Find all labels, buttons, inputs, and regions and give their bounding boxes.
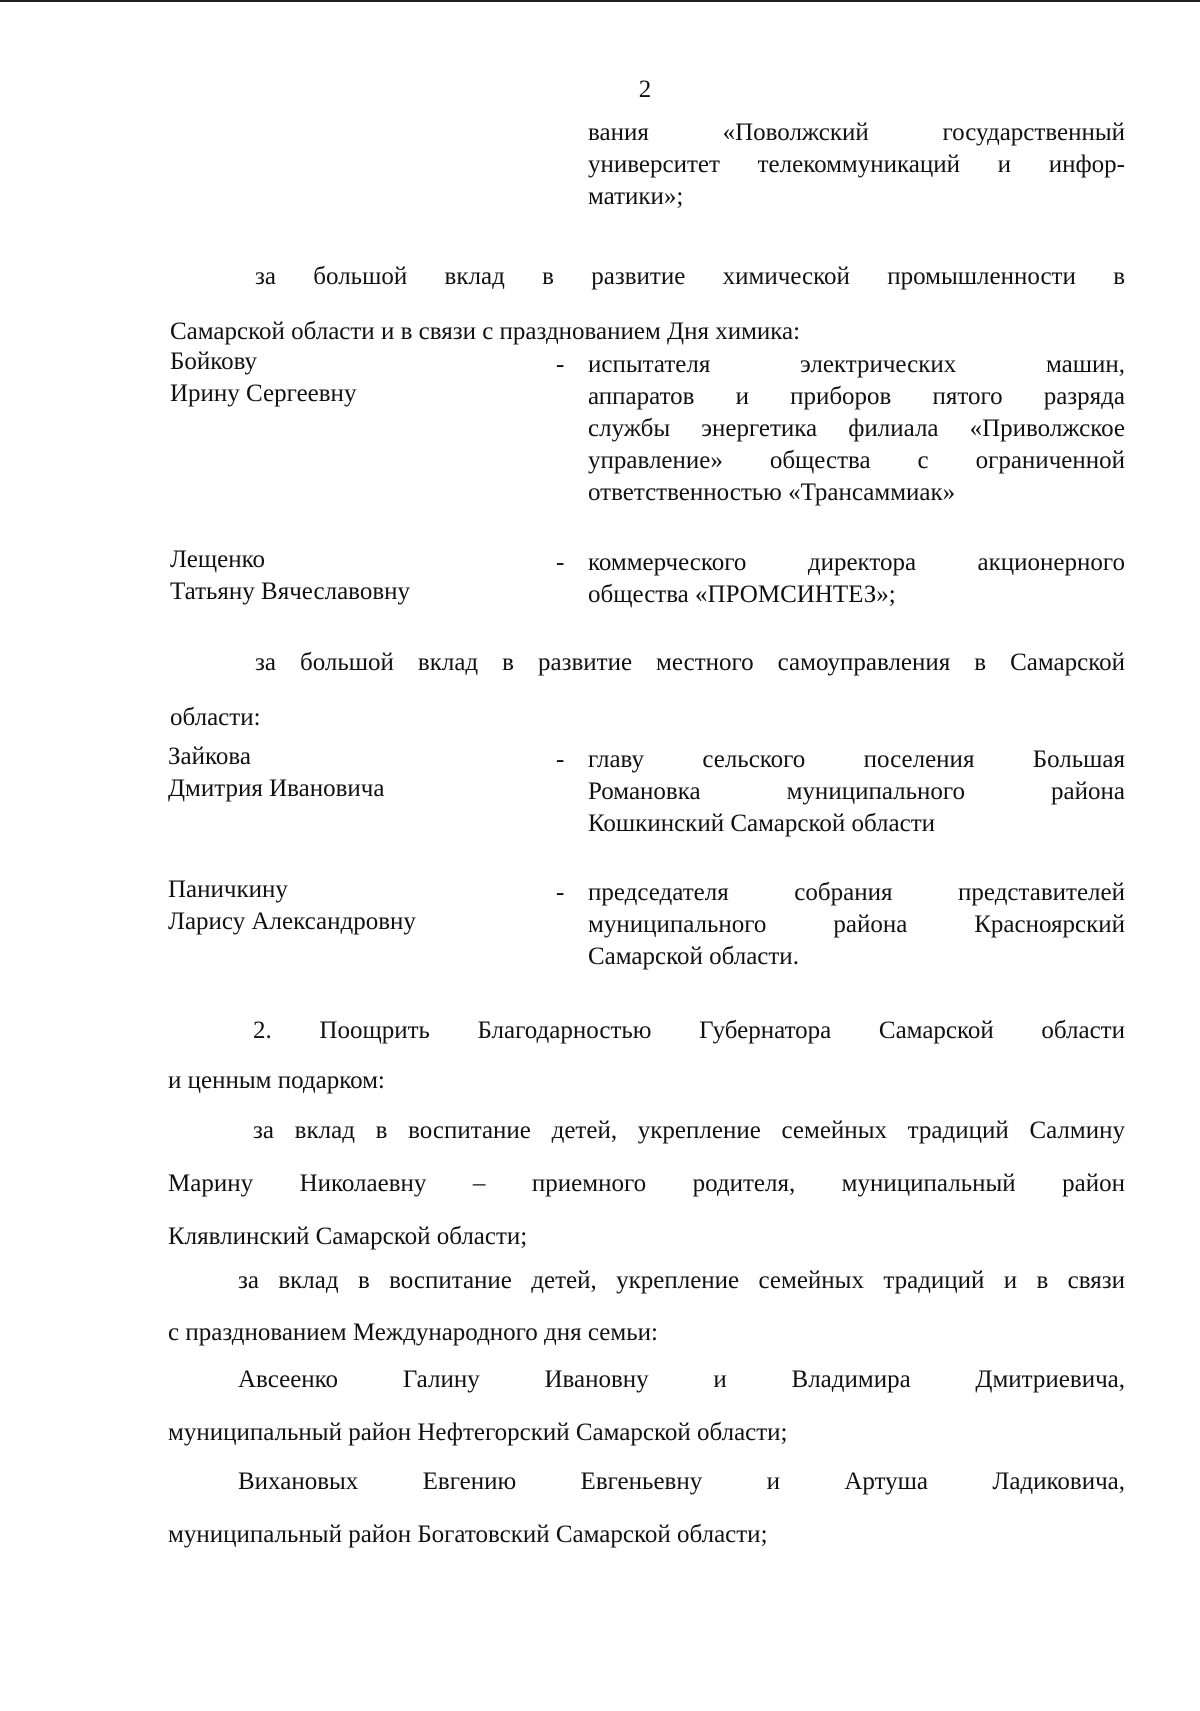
paragraph-line: 2. Поощрить Благодарностью Губернатора Самарской области: [253, 1017, 1125, 1044]
page-number: 2: [638, 76, 652, 103]
position-line: ответственностью «Трансаммиак»: [588, 479, 956, 506]
paragraph-line: Авсеенко Галину Ивановну и Владимира Дмитриевича,: [238, 1366, 1125, 1393]
intro-line: за большой вклад в развитие химической промышленности в: [255, 263, 1125, 290]
paragraph-line: за вклад в воспитание детей, укрепление семейных традиций Салмину: [253, 1117, 1125, 1144]
paragraph-line: за вклад в воспитание детей, укрепление семейных традиций и в связи: [238, 1267, 1125, 1294]
section1-intro: [170, 249, 1125, 359]
continuation-line: вания «Поволжский государственный: [588, 119, 1125, 146]
awardee-given-names: Ирину Сергеевну: [170, 380, 357, 407]
position-line: коммерческого директора акционерного: [588, 549, 1125, 576]
awardee-given-names: Дмитрия Ивановича: [168, 775, 385, 802]
paragraph-line: с празднованием Международного дня семьи:: [168, 1319, 658, 1346]
position-line: испытателя электрических машин,: [588, 351, 1125, 378]
paragraph-line: Марину Николаевну – приемного родителя, муниципальный район: [168, 1170, 1125, 1197]
intro-line: за большой вклад в развитие местного самоуправления в Самарской: [255, 649, 1125, 676]
paragraph-line: муниципальный район Богатовский Самарской области;: [168, 1521, 768, 1548]
position-line: Самарской области.: [588, 943, 799, 970]
position-line: муниципального района Красноярский: [588, 911, 1125, 938]
dash-separator: -: [556, 746, 565, 773]
awardee-name: [168, 741, 468, 805]
vikhanov-paragraph: [168, 1455, 1125, 1561]
position-line: главу сельского поселения Большая: [588, 746, 1125, 773]
paragraph-line: Клявлинский Самарской области;: [168, 1223, 528, 1250]
paragraph-line: и ценным подарком:: [168, 1067, 385, 1094]
scan-top-border: [0, 0, 1200, 2]
intro-line: области:: [170, 704, 261, 731]
dash-separator: -: [556, 879, 565, 906]
position-line: общества «ПРОМСИНТЕЗ»;: [588, 581, 896, 608]
section2-intro: [170, 635, 1125, 745]
family-day-paragraph: [168, 1255, 1125, 1359]
intro-line: Самарской области и в связи с празднованием Дня химика:: [170, 318, 801, 345]
dash-separator: -: [556, 549, 565, 576]
salmina-paragraph: [168, 1104, 1125, 1263]
continuation-block: [588, 117, 1125, 213]
continuation-line: университет телекоммуникаций и инфор-: [588, 151, 1125, 178]
position-line: Романовка муниципального района: [588, 778, 1125, 805]
continuation-line: матики»;: [588, 183, 684, 210]
awardee-surname: Лещенко: [170, 546, 265, 573]
awardee-name: [170, 346, 470, 410]
paragraph-line: муниципальный район Нефтегорский Самарской области;: [168, 1419, 788, 1446]
dash-separator: -: [556, 351, 565, 378]
avseenko-paragraph: [168, 1353, 1125, 1459]
position-line: председателя собрания представителей: [588, 879, 1125, 906]
position-line: Кошкинский Самарской области: [588, 810, 936, 837]
awardee-position: [588, 744, 1125, 840]
item-2-paragraph: [168, 1006, 1125, 1106]
position-line: службы энергетика филиала «Приволжское: [588, 415, 1125, 442]
awardee-surname: Бойкову: [170, 348, 258, 375]
position-line: аппаратов и приборов пятого разряда: [588, 383, 1125, 410]
awardee-name: [170, 544, 470, 608]
paragraph-line: Вихановых Евгению Евгеньевну и Артуша Ладиковича,: [238, 1468, 1125, 1495]
awardee-given-names: Татьяну Вячеславовну: [170, 578, 411, 605]
awardee-position: [588, 547, 1125, 611]
awardee-name: [168, 874, 488, 938]
awardee-surname: Паничкину: [168, 876, 288, 903]
awardee-surname: Зайкова: [168, 743, 251, 770]
awardee-position: [588, 877, 1125, 973]
position-line: управление» общества с ограниченной: [588, 447, 1125, 474]
awardee-given-names: Ларису Александровну: [168, 908, 416, 935]
awardee-position: [588, 349, 1125, 509]
